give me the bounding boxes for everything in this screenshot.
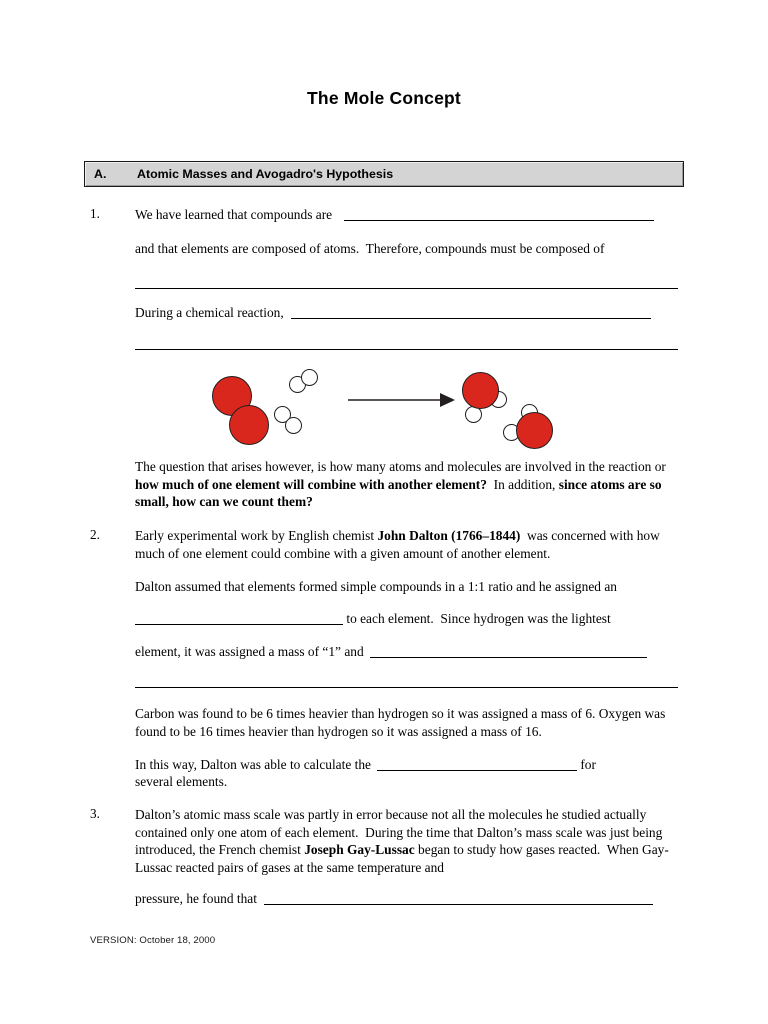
item2-para6-end: several elements. (135, 774, 228, 789)
item1-line4 (135, 304, 680, 322)
reaction-diagram (200, 362, 580, 454)
item2-para5: Carbon was found to be 6 times heavier than hydrogen so it was assigned a mass of 6. Oxygen was found to be 16 times heavier than hydrogen so it was assigned a mass of 16. (135, 706, 669, 739)
item2-para1-tail: was concerned with how much of one element could combine with a given amount of another element. (135, 528, 664, 561)
gay-lussac-name: Joseph Gay-Lussac (304, 842, 415, 857)
oxygen-atom-reactant-2 (229, 405, 269, 445)
fill-blank-2b[interactable] (370, 645, 647, 658)
item2-para2: Dalton assumed that elements formed simple compounds in a 1:1 ratio and he assigned an (135, 579, 617, 594)
item2-para3-tail: to each element. Since hydrogen was the lightest (343, 611, 611, 626)
fill-blank-2c[interactable] (135, 687, 678, 688)
fill-blank-2d[interactable] (377, 758, 577, 771)
question-part1: The question that arises however, is how many atoms and molecules are involved in the reaction or (135, 459, 670, 474)
item3-para1-head: Dalton’s atomic mass scale was partly in error because not all the molecules he studied actually contained only one atom of each element. During the time that Dalton’s mass scale was just being introduced, the French chemist (135, 807, 666, 857)
section-header-bar (84, 161, 684, 187)
fill-blank-1a[interactable] (344, 208, 654, 221)
fill-blank-3a[interactable] (264, 892, 653, 905)
section-letter: A. (94, 167, 107, 181)
item2-para3 (135, 610, 680, 628)
item2-para6-head: In this way, Dalton was able to calculate the (135, 757, 371, 772)
item-number-1: 1. (90, 206, 100, 221)
reaction-arrow-icon (348, 390, 458, 410)
page-title: The Mole Concept (307, 88, 461, 108)
fill-blank-1b[interactable] (135, 288, 678, 289)
item2-para4 (135, 643, 680, 661)
item-number-3: 3. (90, 806, 100, 821)
item3-para1-tail: began to study how gases reacted. When Gay-Lussac reacted pairs of gases at the same temperature and (135, 842, 669, 875)
item3-para1 (135, 806, 680, 876)
item2-para4-head: element, it was assigned a mass of “1” and (135, 644, 364, 659)
john-dalton-name: John Dalton (1766–1844) (377, 528, 521, 543)
fill-blank-1c[interactable] (291, 306, 651, 319)
item3-para2-head: pressure, he found that (135, 891, 257, 906)
question-paragraph (135, 458, 685, 511)
item2-para1-head: Early experimental work by English chemist (135, 528, 378, 543)
question-bold2: since atoms are so small, how can we count them? (135, 476, 665, 509)
fill-blank-1d[interactable] (135, 349, 678, 350)
item-number-2: 2. (90, 527, 100, 542)
item1-line1-text: We have learned that compounds are (135, 207, 333, 222)
version-footer: VERSION: October 18, 2000 (90, 935, 216, 946)
fill-blank-2a[interactable] (135, 612, 343, 625)
question-bold1: how much of one element will combine with another element? (135, 476, 487, 492)
item2-para1 (135, 527, 680, 562)
item2-para6 (135, 756, 680, 774)
question-part2: In addition, (486, 476, 559, 492)
section-title: Atomic Masses and Avogadro's Hypothesis (137, 167, 394, 181)
item3-para2 (135, 890, 680, 908)
oxygen-atom-product-1 (462, 372, 499, 409)
item1-line2: and that elements are composed of atoms. Therefore, compounds must be composed of (135, 241, 605, 256)
oxygen-atom-product-2 (516, 412, 553, 449)
item1-line4-text: During a chemical reaction, (135, 305, 284, 320)
hydrogen-atom-r1b (301, 369, 318, 386)
item1-line1 (135, 206, 680, 224)
item2-para6-tail: for (577, 757, 596, 772)
hydrogen-atom-r2b (285, 417, 302, 434)
